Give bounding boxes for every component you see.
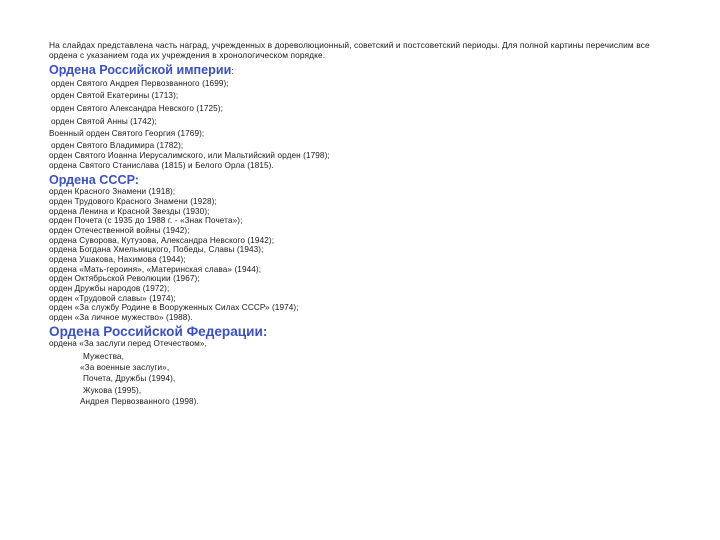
list-item: орден «Трудовой славы» (1974); <box>49 293 176 303</box>
ussr-orders-list <box>49 187 669 322</box>
list-item: орден Святого Иоанна Иерусалимского, или Мальтийский орден (1798); <box>49 151 330 161</box>
rf-heading: Ордена Российской Федерации: <box>49 323 268 339</box>
list-item: орден Святой Екатерины (1713); <box>51 91 179 101</box>
list-item: орден «За личное мужество» (1988). <box>49 312 193 322</box>
list-item: ордена «За заслуги перед Отечеством», <box>49 338 207 348</box>
list-item: Мужества, <box>83 351 124 361</box>
slide-content <box>49 40 669 408</box>
list-item: ордена Суворова, Кутузова, Александра Невского (1942); <box>49 235 275 245</box>
empire-heading-suffix: : <box>231 65 234 76</box>
list-item: орден Октябрьской Революции (1967); <box>49 274 200 284</box>
list-item: орден Святого Александра Невского (1725); <box>51 104 224 113</box>
list-item: Почета, Дружбы (1994), <box>83 374 176 384</box>
list-item: орден Почета (с 1935 до 1988 г. - «Знак Почета»); <box>49 216 243 226</box>
list-item: орден Трудового Красного Знамени (1928); <box>49 197 217 207</box>
list-item: ордена «Мать-героиня», «Материнская слава» (1944); <box>49 264 262 274</box>
empire-heading <box>49 63 669 78</box>
list-item: орден Дружбы народов (1972); <box>49 283 170 293</box>
rf-orders-list <box>49 339 669 408</box>
ussr-heading: Ордена СССР: <box>49 173 139 188</box>
list-item: орден Святого Андрея Первозванного (1699); <box>51 78 229 88</box>
list-item: орден Святого Владимира (1782); <box>51 140 184 150</box>
list-item: ордена Ушакова, Нахимова (1944); <box>49 254 186 264</box>
list-item: «За военные заслуги», <box>80 362 170 372</box>
list-item: орден Святой Анны (1742); <box>51 116 157 126</box>
list-item: ордена Богдана Хмельницкого, Победы, Славы (1943); <box>49 245 264 255</box>
list-item: ордена Святого Станислава (1815) и Белого Орла (1815). <box>49 161 274 171</box>
list-item: орден Отечественной войны (1942); <box>49 226 190 235</box>
empire-orders-list <box>49 78 669 172</box>
list-item: Жукова (1995), <box>83 385 142 395</box>
empire-heading-title: Ордена Российской империи <box>49 62 232 77</box>
intro-text: На слайдах представлена часть наград, учрежденных в дореволюционный, советский и постсоветский периоды. Для полной картины перечислим все ордена с указанием года их учреждения в хронологическом порядке. <box>49 40 650 61</box>
list-item: Военный орден Святого Георгия (1769); <box>49 129 205 139</box>
list-item: Андрея Первозванного (1998). <box>80 397 199 407</box>
list-item: ордена Ленина и Красной Звезды (1930); <box>49 206 210 216</box>
list-item: орден Красного Знамени (1918); <box>49 187 176 197</box>
list-item: орден «За службу Родине в Вооруженных Силах СССР» (1974); <box>49 303 299 313</box>
